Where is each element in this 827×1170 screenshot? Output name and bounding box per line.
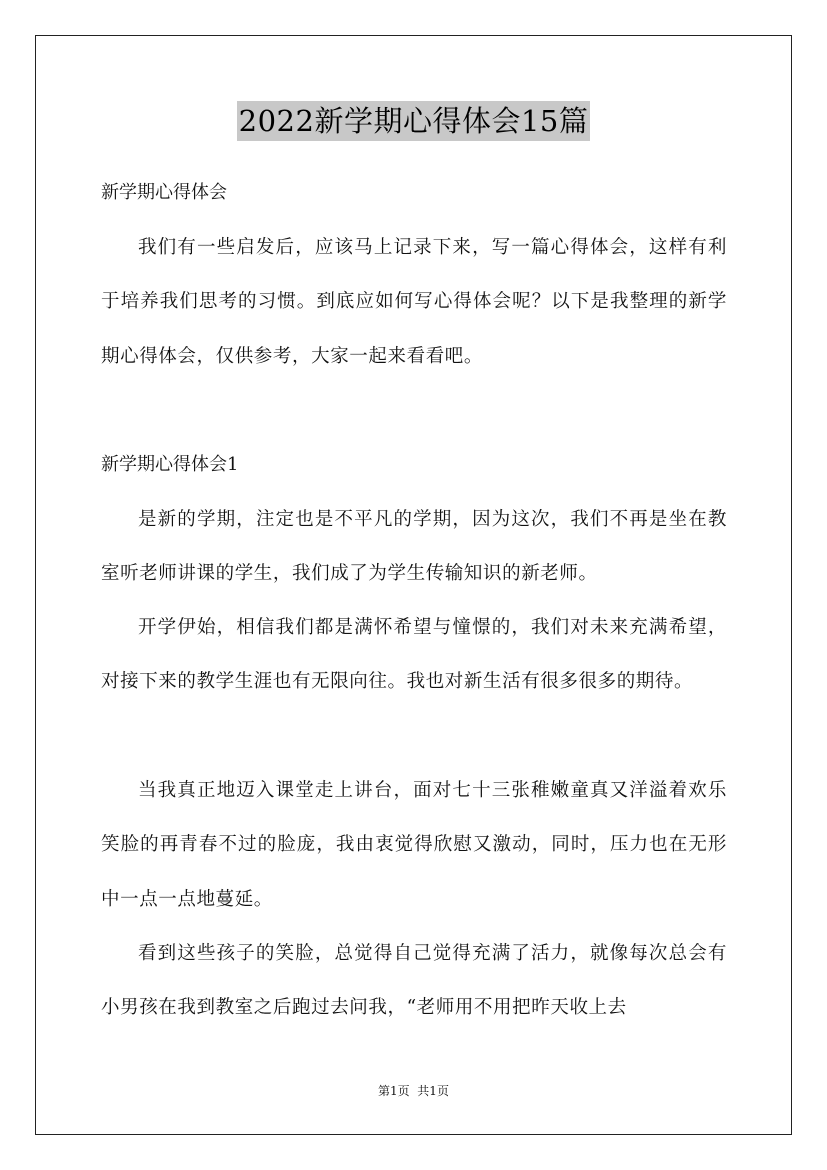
body-paragraph: 是新的学期，注定也是不平凡的学期，因为这次，我们不再是坐在教室听老师讲课的学生，我们成了为学生传输知识的新老师。 xyxy=(101,509,727,585)
section-heading: 新学期心得体会1 xyxy=(101,454,239,475)
body-paragraph: 当我真正地迈入课堂走上讲台，面对七十三张稚嫩童真又洋溢着欢乐笑脸的再青春不过的脸庞，我由衷觉得欣慰又激动，同时，压力也在无形中一点一点地蔓延。 xyxy=(101,780,727,910)
document-title: 2022新学期心得体会15篇 xyxy=(237,101,591,141)
intro-heading: 新学期心得体会 xyxy=(101,182,227,203)
page-footer: 第1页 共1页 xyxy=(378,1084,449,1098)
body-paragraph: 开学伊始，相信我们都是满怀希望与憧憬的，我们对未来充满希望，对接下来的教学生涯也有无限向往。我也对新生活有很多很多的期待。 xyxy=(101,617,727,693)
body-paragraph: 看到这些孩子的笑脸，总觉得自己觉得充满了活力，就像每次总会有小男孩在我到教室之后跑过去问我，“老师用不用把昨天收上去 xyxy=(101,943,727,1019)
title-wrap xyxy=(0,101,827,141)
intro-paragraph: 我们有一些启发后，应该马上记录下来，写一篇心得体会，这样有利于培养我们思考的习惯。到底应如何写心得体会呢？以下是我整理的新学期心得体会，仅供参考，大家一起来看看吧。 xyxy=(101,237,727,367)
